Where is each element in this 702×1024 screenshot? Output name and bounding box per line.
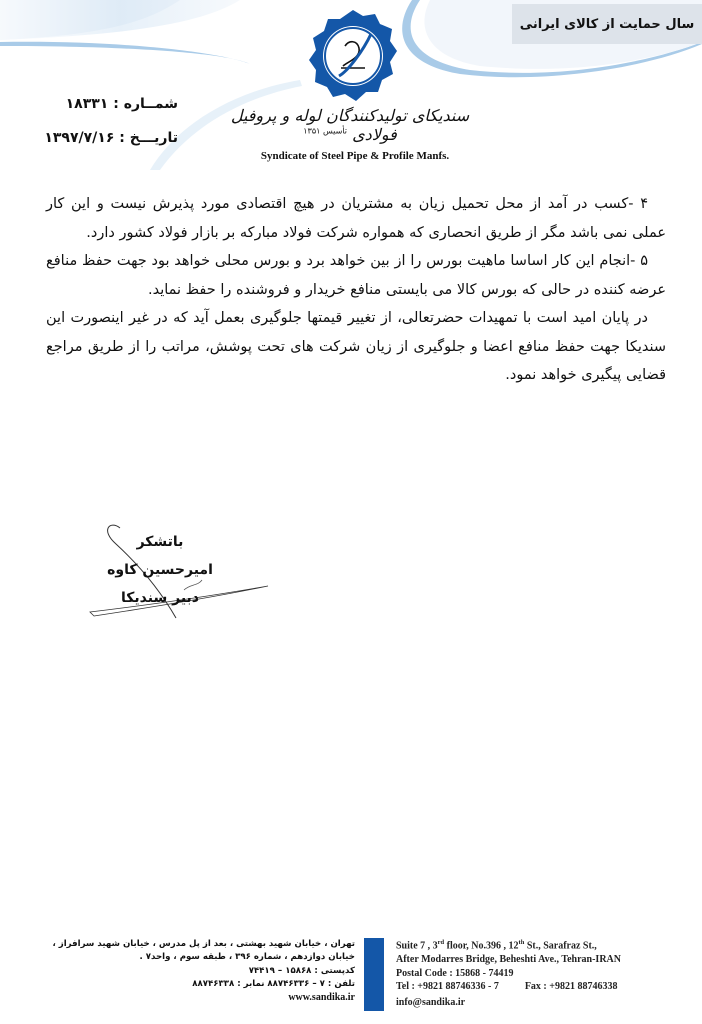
paragraph-item-4: ۴ -کسب در آمد از محل تحمیل زیان به مشتریان در هیچ اقتصادی مورد پذیرش نیست و این کار عملی نمی باشد مگر از طریق انحصاری که همواره شرکت فولاد مبارکه بر بازار فولاد کشور دارد.	[46, 196, 666, 241]
footer-divider-bar	[364, 938, 384, 1011]
number-value: ۱۸۳۳۱	[65, 96, 109, 112]
paragraph-closing: در پایان امید است با تمهیدات حضرتعالی، از تغییر قیمتها جلوگیری بعمل آید که در غیر اینصورت این سندیکا جهت حفظ منافع اعضا و جلوگیری از زیان شرکت های تحت پوشش، مراتب را از طریق مراجع قضایی پیگیری خواهد نمود.	[46, 310, 666, 383]
footer-phone-fax	[396, 980, 696, 994]
signatory-name: امیرحسین کاوه	[107, 562, 213, 578]
slogan-text: سال حمایت از کالای ایرانی	[519, 16, 695, 32]
address-part: St., Sarafraz St.,	[524, 940, 597, 952]
number-label: شمــاره :	[113, 96, 178, 112]
date-label: تاریـــخ :	[119, 130, 178, 146]
syndicate-logo-seal	[288, 0, 418, 120]
footer-fa-line: کدپستی : ۱۵۸۶۸ – ۷۴۴۱۹	[248, 965, 355, 976]
brand-name-en: Syndicate of Steel Pipe & Profile Manfs.	[260, 150, 450, 162]
footer-fa-line: خیابان دوازدهم ، شماره ۳۹۶ ، طبقه سوم ، واحد۷ .	[139, 952, 355, 963]
website-link[interactable]: www.sandika.ir	[288, 992, 355, 1004]
slogan-banner	[512, 4, 702, 44]
letter-body	[46, 190, 666, 390]
footer-fa-line: تهران ، خیابان شهید بهشتی ، بعد از پل مدرس ، خیابان شهید سرافراز ،	[52, 939, 355, 949]
footer-postal-code: Postal Code : 15868 - 74419	[396, 967, 514, 979]
brand-name-fa	[230, 106, 470, 144]
signature-closing: باتشکر	[136, 534, 184, 550]
footer-fa-line: تلفن : ۷ – ۸۸۷۴۶۳۳۶ نمابر : ۸۸۷۴۶۳۳۸	[192, 978, 355, 989]
signature-block	[90, 528, 230, 612]
ordinal-suffix: rd	[437, 939, 445, 946]
address-part: floor, No.396 , 12	[444, 940, 519, 952]
letter-date	[8, 130, 178, 146]
paragraph-item-5: ۵ -انجام این کار اساسا ماهیت بورس را از بین خواهد برد و بورس محلی خواهد بود جهت حفظ منافع عرضه کننده در حالی که بورس کالا می بایستی منافع خریدار و فروشنده را حفظ نماید.	[46, 253, 666, 298]
brand-name-fa-text: سندیکای تولیدکنندگان لوله و پروفیل فولادی	[230, 106, 470, 144]
signatory-title: دبیر سندیکا	[121, 590, 199, 606]
footer-en-line-1	[396, 936, 696, 953]
ordinal-suffix: th	[518, 939, 525, 946]
address-part: Suite 7 , 3	[396, 940, 438, 952]
letter-number	[8, 96, 178, 112]
date-value: ۱۳۹۷/۷/۱۶	[44, 130, 115, 146]
email-link[interactable]: info@sandika.ir	[396, 996, 466, 1008]
fax-number: Fax : +9821 88746338	[524, 981, 618, 993]
footer-address-en	[396, 936, 696, 1009]
footer-address-fa	[10, 938, 355, 1004]
established-year: تأسیس ۱۳۵۱	[303, 126, 347, 136]
phone-number: Tel : +9821 88746336 - 7	[396, 981, 499, 993]
footer-en-line-2: After Modarres Bridge, Beheshti Ave., Tehran-IRAN	[396, 953, 621, 965]
